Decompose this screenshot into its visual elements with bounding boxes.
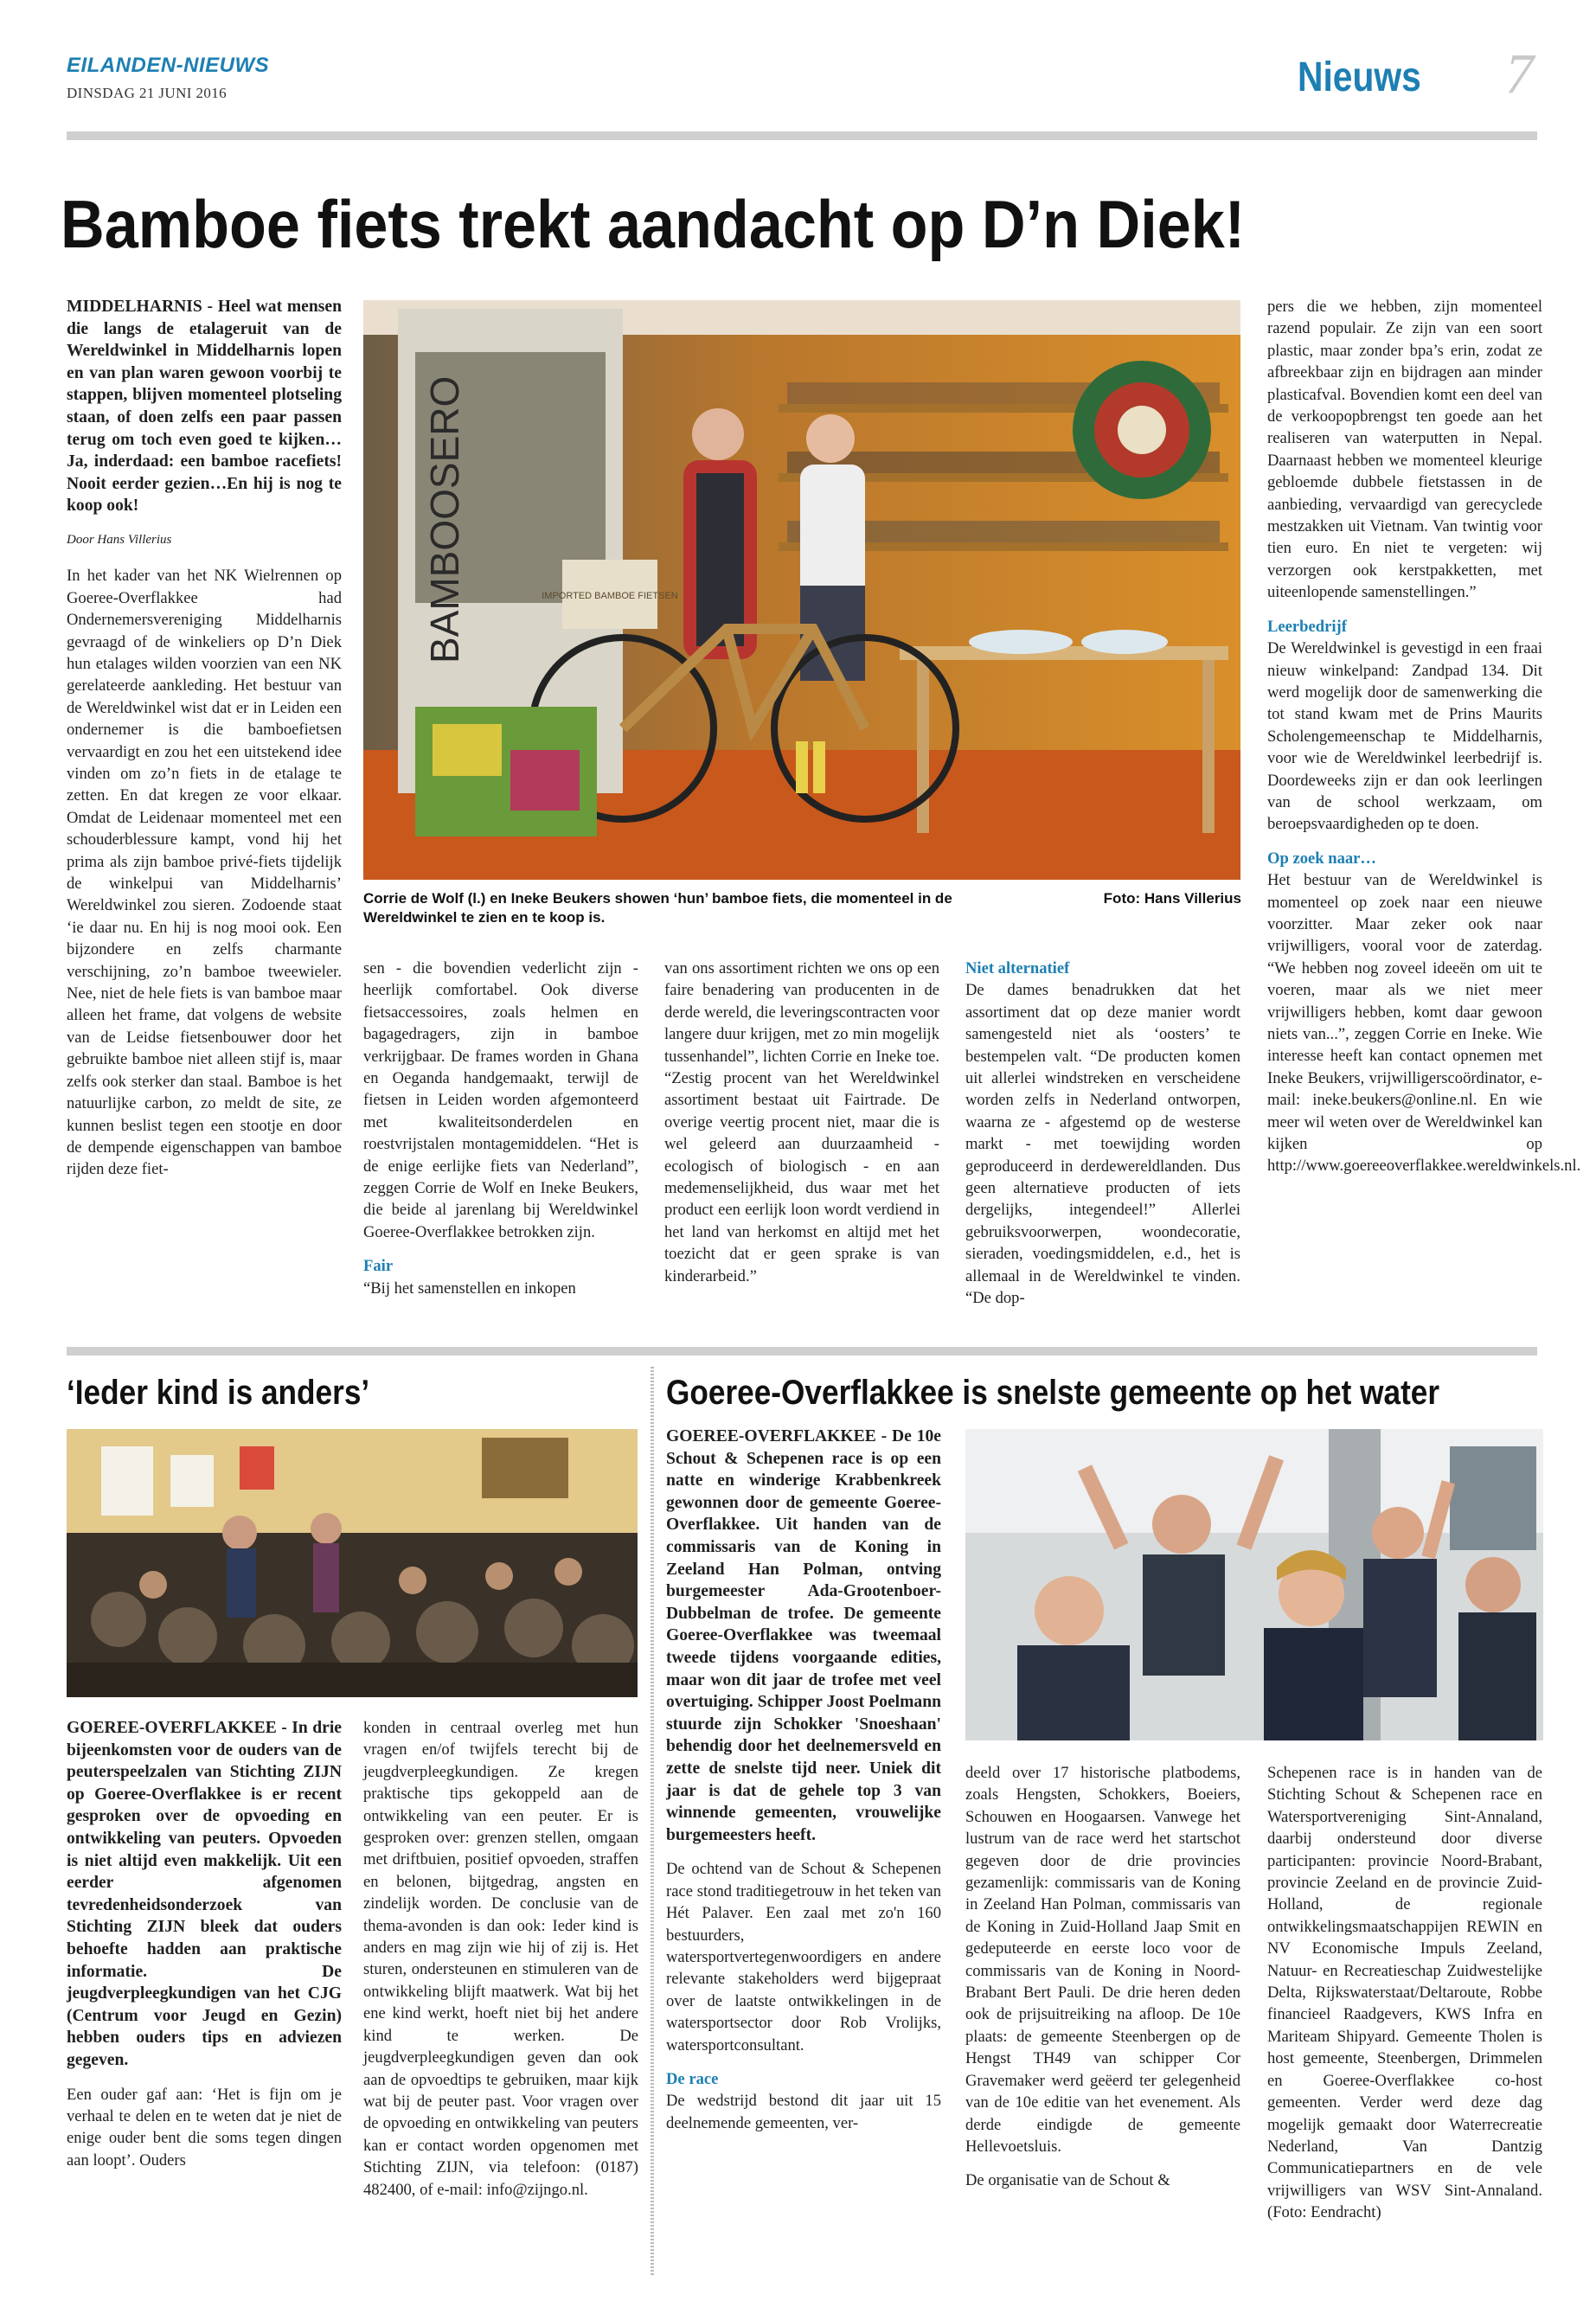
- article-body: van ons assortiment richten we ons op een faire benadering van producenten in de derde wereld, die leveringscontracten voor langere duur krijgen, met zo min mogelijk tussenhandel”, lichten Corrie en Ineke toe. “Zestig procent van het Wereldwinkel assortiment bestaat uit Fairtrade. De overige veertig procent niet, maar die is wel geleerd aan duurzaamheid - ecologisch of biologisch - en aan medemenselijkheid, dus waar met het product een eerlijk loon wordt verdiend in het land van herkomst en altijd met het toezicht dat er geen sprake is van kinderarbeid.”: [664, 959, 939, 1285]
- article-headline: Goeree-Overflakkee is snelste gemeente op het water: [666, 1374, 1440, 1412]
- article-body: konden in centraal overleg met hun vragen en/of twijfels terecht bij de jeugdverpleegkundigen. Ze kregen praktische tips gekoppeld aan de ontwikkeling van een peuter. Er is gesproken over: grenzen stellen, omgaan met driftbuien, positief opvoeden, straffen en belonen, bijtgedrag, angsten en zindelijk worden. De conclusie van de thema-avonden is dan ook: Ieder kind is anders en mag zijn wie hij of zij is. Het sturen, ondersteunen en stimuleren van de ontwikkeling blijft maatwerk. Wat bij het ene kind werkt, hoeft niet bij het andere kind te werken. De jeugdverpleegkundigen geven dan ook aan de opvoedtips te gebruiken, maar kijk wat bij de peuter past. Voor vragen over de opvoeding en ontwikkeling van peuters kan er contact worden opgenomen met Stichting ZIJN, via telefoon: (0187) 482400, of e-mail: info@zijngo.nl.: [363, 1719, 638, 2199]
- article-column-5: [1267, 296, 1581, 1189]
- article-column-2: [363, 958, 638, 1311]
- article-body: Schepenen race is in handen van de Stichting Schout & Schepenen race en Watersportvereniging Sint-Annaland, daarbij ondersteund door diverse participanten: provincie Noord-Brabant, provincie Zeeland en de provincie Zuid-Holland, de regionale ontwikkelingsmaatschappijen REWIN en NV Economische Impuls Zeeland, Natuur- en Recreatieschap Zuidwestelijke Delta, Rijkswaterstaat/Deltaroute, Robbe financieel Raadgevers, KWS Infra en Mariteam Shipyard. Gemeente Tholen is host gemeente, Steenbergen, Drimmelen en Goeree-Overflakkee co-host gemeenten. Verder werd deze dag mogelijk gemaakt door Waterrecreatie Nederland, Van Dantzig Communicatiepartners en de vele vrijwilligers van WSV Sint-Annaland. (Foto: Eendracht): [1267, 1764, 1542, 2222]
- celebration-photo: [965, 1429, 1543, 1740]
- article2-column-2: [363, 1717, 638, 2213]
- photo-caption: Corrie de Wolf (l.) en Ineke Beukers showen ‘hun’ bamboe fiets, die momenteel in de Wereldwinkel te zien en te koop is.: [363, 890, 952, 926]
- article-body: De ochtend van de Schout & Schepenen race stond traditiegetrouw in het teken van Hét Palaver. Een zaal met zo'n 160 bestuurders, watersportvertegenwoordigers en andere relevante stakeholders werd bijgepraat over de laatste ontwikkelingen in de watersportsector door Rob Vrolijks, watersportconsultant.: [666, 1860, 941, 2054]
- article-body: sen - die bovendien vederlicht zijn - heerlijk comfortabel. Ook diverse fietsaccessoires, zoals helmen en bagagedragers, zijn in bamboe verkrijgbaar. De frames worden in Ghana en Oeganda handgemaakt, terwijl de fietsen in Leiden worden afgemonteerd met kwaliteitsonderdelen en roestvrijstalen montagemiddelen. “Het is de enige eerlijke fiets van Nederland”, zeggen Corrie de Wolf en Ineke Beukers, die beide al jarenlang bij Wereldwinkel Goeree-Overflakkee betrokken zijn.: [363, 959, 638, 1241]
- article-body: deeld over 17 historische platbodems, zoals Hengsten, Schokkers, Boeiers, Schouwen en Hoogaarsen. Vanwege het lustrum van de race werd het startschot gegeven door de drie provincies gezamenlijk: commissaris van de Koning in Zeeland Han Polman, commissaris van de Koning in Zuid-Holland Jaap Smit en gedeputeerde en eerste loco voor de commissaris van de Koning in Noord-Brabant Bert Pauli. De drie heren deden ook de prijsuitreiking na afloop. De 10e plaats: de gemeente Steenbergen op de Hengst TH49 van schipper Cor Gravemaker werd geëerd ter gelegenheid van de 10e editie van het evenement. Als derde eindigde de gemeente Hellevoetsluis.: [965, 1764, 1240, 2156]
- header-rule: [67, 131, 1537, 140]
- article-column-1: [67, 296, 342, 1193]
- poster-text: IMPORTED BAMBOE FIETSEN: [542, 591, 678, 601]
- article-headline: ‘Ieder kind is anders’: [67, 1374, 370, 1412]
- article-column-4: [965, 958, 1240, 1322]
- article-body: In het kader van het NK Wielrennen op Goeree-Overflakkee had Ondernemersvereniging Middelharnis gevraagd of de winkeliers op D’n Diek hun etalages wilden voorzien van een NK gerelateerde aankleding. Het bestuur van de Wereldwinkel wist dat er in Leiden een ondernemer is die bamboefietsen vervaardigt en zou het een uitstekend idee vinden om zo’n fiets in de etalage te zetten. En dat kregen ze voor elkaar. Omdat de Leidenaar momenteel met een schouderblessure kampt, vond hij het prima als zijn bamboe privé-fiets tijdelijk de winkelpui van Middelharnis’ Wereldwinkel zou sieren. Zodoende staat ‘ie daar nu. En hij is nog mooi ook. Een bijzondere en zelfs charmante verschijning, zo’n bamboe tweewieler. Nee, niet de hele fiets is van bamboe maar alleen het frame, dat volgens de website van de Leidse fietsenbouwer door het gebruikte bamboe niet alleen stijf is, maar zelfs ook sterker dan staal. Bamboe is het natuurlijke carbon, zo meldt de site, ze kunnen beslist tegen een stootje en door de dempende eigenschappen van bamboe rijden deze fiet-: [67, 567, 342, 1179]
- section-rule: [67, 1347, 1537, 1356]
- subheading-leerbedrijf: Leerbedrijf: [1267, 617, 1347, 636]
- article-column-3: [664, 958, 939, 1299]
- article3-column-3: [1267, 1762, 1542, 2236]
- section-title: Nieuws: [1298, 54, 1421, 100]
- masthead: EILANDEN-NIEUWS: [67, 54, 270, 77]
- article-body: “Bij het samenstellen en inkopen: [363, 1279, 576, 1298]
- article-body: De wedstrijd bestond dit jaar uit 15 deelnemende gemeenten, ver-: [666, 2092, 941, 2132]
- article3-column-2: [965, 1762, 1240, 2204]
- article-lead: GOEREE-OVERFLAKKEE - In drie bijeenkomsten voor de ouders van de peuterspeelzalen van Stichting ZIJN op Goeree-Overflakkee is er recent gesproken over de opvoeding en ontwikkeling van peuters. Opvoeden is niet altijd even makkelijk. Uit een eerder afgenomen tevredenheidsonderzoek van Stichting ZIJN bleek dat ouders behoefte hadden aan praktische informatie. De jeugdverpleegkundigen van het CJG (Centrum voor Jeugd en Gezin) hebben ouders tips en adviezen gegeven.: [67, 1719, 342, 2069]
- article3-column-1: [666, 1426, 941, 2146]
- issue-date: DINSDAG 21 JUNI 2016: [67, 85, 228, 101]
- bamboo-bike-photo: [363, 300, 1240, 880]
- article-body: Een ouder gaf aan: ‘Het is fijn om je verhaal te delen en te weten dat je niet de enige ouder bent die soms tegen dingen aan loopt’. Ouders: [67, 2085, 342, 2170]
- article-headline: Bamboe fiets trekt aandacht op D’n Diek!: [61, 186, 1246, 262]
- article-lead: MIDDELHARNIS - Heel wat mensen die langs de etalageruit van de Wereldwinkel in Middelharnis lopen en van plan waren gewoon voorbij te stappen, blijven momenteel plotseling staan, of doen zelfs een paar passen terug om toch even goed te kijken… Ja, inderdaad: een bamboe racefiets! Nooit eerder gezien…En hij is nog te koop ook!: [67, 298, 342, 516]
- subheading-fair: Fair: [363, 1257, 394, 1276]
- photo-credit: Foto: Hans Villerius: [1103, 890, 1241, 907]
- article2-column-1: [67, 1717, 342, 2183]
- article-body: De Wereldwinkel is gevestigd in een fraai nieuw winkelpand: Zandpad 134. Dit werd mogelijk door de samenwerking die tot stand kwam met de Prins Maurits Scholengemeenschap te Middelharnis, voor wie de Wereldwinkel leerbedrijf is. Doordeweeks zijn er dan ook leerlingen van de school werkzaam, om beroepsvaardigheden op te doen.: [1267, 639, 1542, 834]
- shop-photo-illustration: [363, 300, 1240, 880]
- article-body: De organisatie van de Schout &: [965, 2171, 1170, 2190]
- article-body: De dames benadrukken dat het assortiment dat op deze manier wordt samengesteld niet als ‘oosters’ te bestempelen valt. “De producten komen uit allerlei windstreken en verscheidene worden zelfs in Nederland ontworpen, waarna ze - afgestemd op de westerse markt - met toewijding worden geproduceerd in derdewereldlanden. Dus geen alternatieve producten of iets dergelijks, integendeel!” Allerlei gebruiksvoorwerpen, woondecoratie, sieraden, voedingsmiddelen, e.d., het is allemaal in de Wereldwinkel te vinden. “De dop-: [965, 981, 1240, 1308]
- page-number: 7: [1505, 42, 1534, 106]
- celebration-photo-illustration: [965, 1429, 1543, 1740]
- article-lead: GOEREE-OVERFLAKKEE - De 10e Schout & Schepenen race is op een natte en winderige Krabbenkreek gewonnen door de gemeente Goeree-Overflakkee. Uit handen van de commissaris van de Koning in Zeeland Han Polman, ontving burgemeester Ada-Grootenboer-Dubbelman de trofee. De gemeente Goeree-Overflakkee was tweemaal tweede tijdens voorgaande edities, maar won dit jaar de trofee met veel overtuiging. Schipper Joost Poelmann stuurde zijn Schokker 'Snoeshaan' behendig door het deelnemersveld en zette de snelste tijd neer. Uniek dit jaar is dat de gehele top 3 van winnende gemeenten, vrouwelijke burgemeesters heeft.: [666, 1427, 941, 1844]
- subheading-niet-alternatief: Niet alternatief: [965, 959, 1070, 977]
- banner-text: BAMBOOSERO: [422, 375, 467, 663]
- article-body: Het bestuur van de Wereldwinkel is momenteel op zoek naar een nieuwe voorzitter. Maar zeker ook naar vrijwilligers, vooral voor de zaterdag. “We hebben nog zoveel ideeën om uit te voeren, maar als we niet meer vrijwilligers hebben, komt daar gewoon niets van...”, zeggen Corrie en Ineke. Wie interesse heeft kan contact opnemen met Ineke Beukers, vrijwilligerscoördinator, e-mail: ineke.beukers@online.nl. En wie meer wil weten over de Wereldwinkel kan kijken op http://www.goereeoverflakkee.wereldwinkels.nl.: [1267, 871, 1581, 1176]
- article-body: pers die we hebben, zijn momenteel razend populair. Ze zijn van een soort plastic, maar zonder bpa’s erin, zodat ze afbreekbaar zijn en bijdragen aan minder plasticafval. Bovendien komt een deel van de verkoopopbrengst ten goede aan het realiseren van waterputten in Nepal. Daarnaast hebben we momenteel kleurige gebloemde dubbele fietstassen in de aanbieding, vervaardigd van gerecyclede mestzakken uit Vietnam. Van twintig voor tien euro. En niet te vergeten: wij verzorgen ook kerstpakketten, met uiteenlopende samenstellingen.”: [1267, 298, 1542, 602]
- parents-meeting-photo: [67, 1429, 638, 1697]
- meeting-photo-illustration: [67, 1429, 638, 1697]
- byline: Door Hans Villerius: [67, 532, 172, 547]
- subheading-op-zoek-naar: Op zoek naar…: [1267, 849, 1377, 868]
- column-separator: [651, 1367, 654, 2275]
- subheading-de-race: De race: [666, 2069, 719, 2088]
